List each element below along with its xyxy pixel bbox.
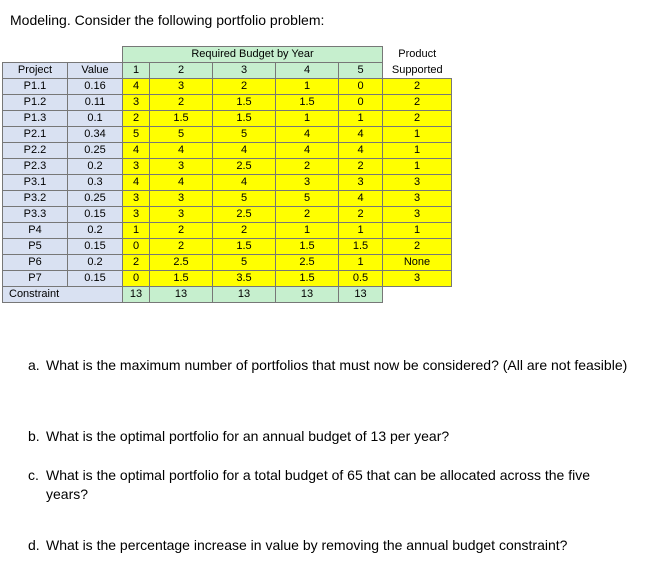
year-header: 2	[150, 63, 213, 79]
project-cell: P7	[3, 271, 68, 287]
product-cell: 1	[383, 159, 452, 175]
budget-cell: 3	[339, 175, 383, 191]
budget-cell: 2	[339, 159, 383, 175]
budget-cell: 2	[276, 159, 339, 175]
value-cell: 0.1	[68, 111, 123, 127]
product-cell: 1	[383, 223, 452, 239]
constraint-label: Constraint	[3, 287, 123, 303]
question-label: b.	[28, 428, 40, 444]
product-cell: 2	[383, 79, 452, 95]
budget-cell: 4	[339, 143, 383, 159]
budget-cell: 4	[123, 175, 150, 191]
constraint-row	[3, 287, 452, 303]
table-row	[3, 79, 452, 95]
table-row	[3, 143, 452, 159]
question-label: c.	[28, 467, 39, 483]
budget-cell: 1.5	[213, 239, 276, 255]
budget-cell: 1.5	[213, 111, 276, 127]
budget-cell: 1.5	[150, 111, 213, 127]
budget-cell: 5	[276, 191, 339, 207]
budget-cell: 5	[150, 127, 213, 143]
value-cell: 0.34	[68, 127, 123, 143]
question-text: What is the percentage increase in value by removing the annual budget constraint?	[46, 537, 568, 553]
constraint-cell: 13	[150, 287, 213, 303]
table-row	[3, 255, 452, 271]
budget-cell: 4	[150, 175, 213, 191]
question-label: a.	[28, 357, 40, 373]
product-cell: 3	[383, 191, 452, 207]
question-text: What is the optimal portfolio for an annual budget of 13 per year?	[46, 428, 450, 444]
budget-cell: 1	[339, 223, 383, 239]
budget-cell: 0	[123, 239, 150, 255]
value-cell: 0.25	[68, 191, 123, 207]
product-cell: 2	[383, 239, 452, 255]
budget-cell: 3	[276, 175, 339, 191]
header-row-budget	[3, 47, 452, 63]
budget-header: Required Budget by Year	[123, 47, 383, 63]
product-header-line1: Product	[383, 47, 452, 63]
product-cell: 3	[383, 175, 452, 191]
project-cell: P3.2	[3, 191, 68, 207]
value-cell: 0.3	[68, 175, 123, 191]
budget-cell: 2	[339, 207, 383, 223]
budget-cell: 4	[339, 191, 383, 207]
budget-cell: 5	[213, 255, 276, 271]
project-col-header: Project	[3, 63, 68, 79]
budget-cell: 4	[123, 79, 150, 95]
budget-cell: 4	[213, 143, 276, 159]
budget-cell: 2	[150, 223, 213, 239]
constraint-cell: 13	[276, 287, 339, 303]
budget-cell: 2.5	[213, 207, 276, 223]
budget-cell: 1.5	[150, 271, 213, 287]
budget-cell: 2.5	[213, 159, 276, 175]
value-cell: 0.15	[68, 271, 123, 287]
budget-cell: 2	[150, 239, 213, 255]
budget-cell: 3	[150, 207, 213, 223]
intro-text: Modeling. Consider the following portfolio problem:	[10, 12, 325, 28]
budget-cell: 3	[150, 191, 213, 207]
budget-cell: 3	[150, 79, 213, 95]
value-cell: 0.2	[68, 223, 123, 239]
year-header: 3	[213, 63, 276, 79]
budget-cell: 0	[339, 79, 383, 95]
budget-cell: 4	[339, 127, 383, 143]
budget-cell: 4	[276, 127, 339, 143]
table-row	[3, 239, 452, 255]
budget-cell: 5	[123, 127, 150, 143]
constraint-cell: 13	[123, 287, 150, 303]
budget-cell: 1.5	[339, 239, 383, 255]
project-cell: P2.1	[3, 127, 68, 143]
table-row	[3, 127, 452, 143]
project-cell: P1.1	[3, 79, 68, 95]
value-cell: 0.11	[68, 95, 123, 111]
year-header: 1	[123, 63, 150, 79]
project-cell: P2.2	[3, 143, 68, 159]
product-cell: 1	[383, 127, 452, 143]
question-a	[28, 356, 627, 375]
portfolio-table	[2, 46, 452, 303]
budget-cell: 1.5	[276, 95, 339, 111]
year-header: 4	[276, 63, 339, 79]
project-cell: P3.3	[3, 207, 68, 223]
question-text: What is the optimal portfolio for a total budget of 65 that can be allocated across the five years?	[46, 467, 590, 502]
project-cell: P5	[3, 239, 68, 255]
value-cell: 0.25	[68, 143, 123, 159]
table-row	[3, 223, 452, 239]
question-label: d.	[28, 537, 40, 553]
constraint-blank	[383, 287, 452, 303]
budget-cell: 1	[339, 255, 383, 271]
table-row	[3, 175, 452, 191]
question-c	[28, 466, 628, 504]
budget-cell: 1	[276, 111, 339, 127]
budget-cell: 4	[276, 143, 339, 159]
table-row	[3, 207, 452, 223]
value-cell: 0.15	[68, 207, 123, 223]
table-row	[3, 95, 452, 111]
budget-cell: 2	[213, 223, 276, 239]
budget-cell: 2.5	[276, 255, 339, 271]
project-cell: P3.1	[3, 175, 68, 191]
budget-cell: 1	[276, 79, 339, 95]
table-row	[3, 111, 452, 127]
budget-cell: 4	[150, 143, 213, 159]
budget-cell: 1	[276, 223, 339, 239]
question-text: What is the maximum number of portfolios that must now be considered? (All are not feasible)	[46, 357, 628, 373]
budget-cell: 3	[123, 207, 150, 223]
year-header: 5	[339, 63, 383, 79]
budget-cell: 0	[123, 271, 150, 287]
budget-cell: 3.5	[213, 271, 276, 287]
header-blank	[68, 47, 123, 63]
budget-cell: 3	[123, 191, 150, 207]
product-cell: 1	[383, 143, 452, 159]
budget-cell: 4	[213, 175, 276, 191]
budget-cell: 1.5	[213, 95, 276, 111]
product-cell: None	[383, 255, 452, 271]
header-blank	[3, 47, 68, 63]
constraint-cell: 13	[213, 287, 276, 303]
value-col-header: Value	[68, 63, 123, 79]
value-cell: 0.2	[68, 159, 123, 175]
budget-cell: 1.5	[276, 239, 339, 255]
table-row	[3, 191, 452, 207]
budget-cell: 1	[123, 223, 150, 239]
product-cell: 3	[383, 207, 452, 223]
budget-cell: 3	[150, 159, 213, 175]
budget-cell: 5	[213, 191, 276, 207]
table-row	[3, 271, 452, 287]
product-cell: 2	[383, 95, 452, 111]
budget-cell: 2	[123, 111, 150, 127]
project-cell: P6	[3, 255, 68, 271]
project-cell: P1.3	[3, 111, 68, 127]
table-row	[3, 159, 452, 175]
budget-cell: 0.5	[339, 271, 383, 287]
value-cell: 0.16	[68, 79, 123, 95]
value-cell: 0.15	[68, 239, 123, 255]
project-cell: P2.3	[3, 159, 68, 175]
budget-cell: 2	[213, 79, 276, 95]
budget-cell: 0	[339, 95, 383, 111]
product-header-line2: Supported	[383, 63, 452, 79]
constraint-cell: 13	[339, 287, 383, 303]
project-cell: P4	[3, 223, 68, 239]
value-cell: 0.2	[68, 255, 123, 271]
budget-cell: 2	[276, 207, 339, 223]
budget-cell: 1	[339, 111, 383, 127]
header-row-years	[3, 63, 452, 79]
question-b	[28, 427, 449, 446]
budget-cell: 2	[123, 255, 150, 271]
question-d	[28, 536, 567, 555]
budget-cell: 2	[150, 95, 213, 111]
budget-cell: 3	[123, 95, 150, 111]
budget-cell: 4	[123, 143, 150, 159]
product-cell: 2	[383, 111, 452, 127]
product-cell: 3	[383, 271, 452, 287]
budget-cell: 1.5	[276, 271, 339, 287]
budget-cell: 5	[213, 127, 276, 143]
budget-cell: 3	[123, 159, 150, 175]
project-cell: P1.2	[3, 95, 68, 111]
budget-cell: 2.5	[150, 255, 213, 271]
